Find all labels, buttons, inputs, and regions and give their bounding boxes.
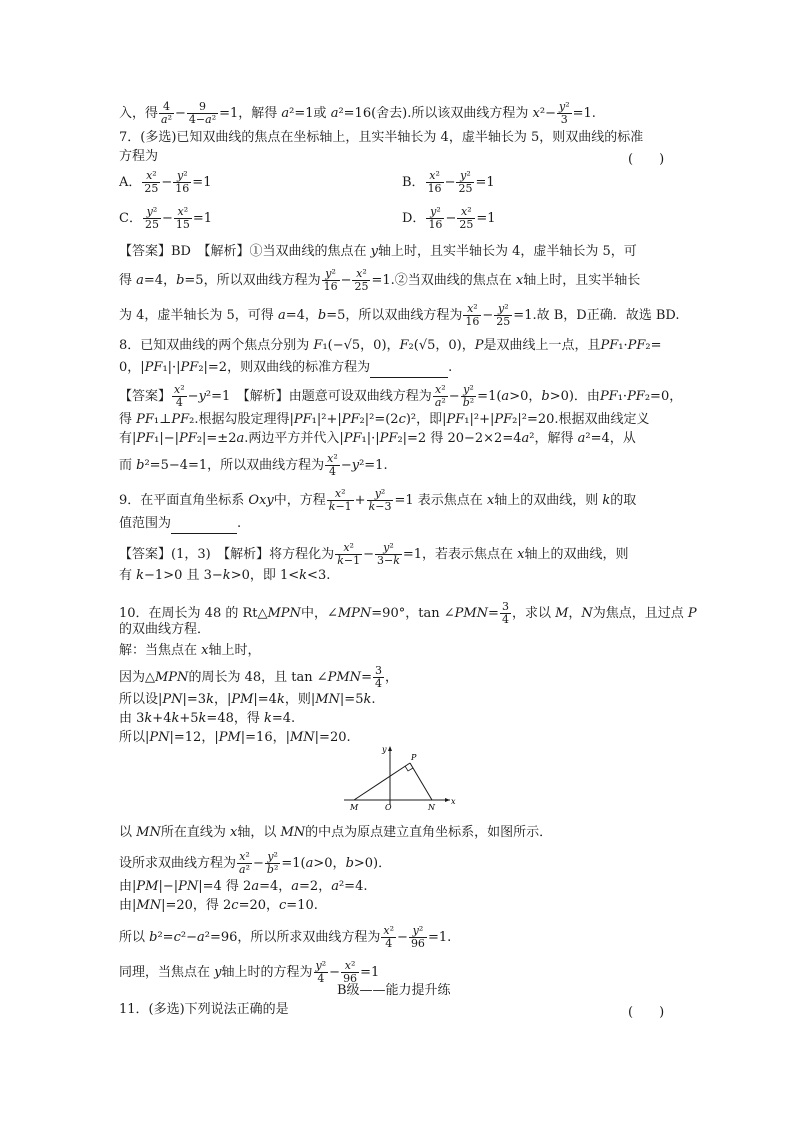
q7-answer-3: 为 4，虚半轴长为 5，可得 a=4，b=5，所以双曲线方程为 $\frac{\text{x²}}{16}$ − $\frac{\text{y²}}{25}$ =1.故 B，D正确．故选 BD. bbox=[119, 302, 680, 328]
label-y: y bbox=[382, 745, 387, 754]
q7-stem: 7．(多选)已知双曲线的焦点在坐标轴上，且实半轴长为 4，虚半轴长为 5，则双曲线的标准 bbox=[119, 130, 644, 145]
answer-paren-q7: ( ) bbox=[628, 152, 665, 167]
q7-answer-1: 【答案】BD 【解析】①当双曲线的焦点在 y轴上时，且实半轴长为 4，虚半轴长为 5，可 bbox=[119, 244, 637, 259]
label-m: M bbox=[350, 803, 359, 812]
q8-answer-4: 而 b²=5−4=1，所以双曲线方程为 $\frac{\text{x²}}{4}$ −y²=1. bbox=[119, 452, 388, 478]
label-n: N bbox=[428, 803, 435, 812]
line-continuation: 入，得 $\frac{4}{\text{a²}}$ − $\frac{9}{\text{4−a²}}$ =1，解得 a²=1或 a²=16(舍去).所以该双曲线方程为 x²− $\frac{\text{y²}}{3}$ =1. bbox=[119, 100, 596, 126]
section-heading-level-b: B级——能力提升练 bbox=[337, 983, 451, 998]
x-axis-arrow bbox=[445, 798, 450, 802]
q10-stem-2: 的双曲线方程． bbox=[119, 622, 211, 637]
solution-line-2: 因为△MPN的周长为 48，且 tan ∠PMN= $\frac{3}{4}$ ， bbox=[119, 664, 398, 690]
q10-stem-1: 10．在周长为 48 的 Rt△MPN中，∠MPN=90°，tan ∠PMN= $\frac{3}{4}$ ，求以 M，N为焦点，且过点 P bbox=[119, 600, 697, 626]
q9-stem-2: 值范围为 . bbox=[119, 515, 241, 534]
segment-mp bbox=[354, 763, 410, 800]
q8-answer-3: 有|PF₁|−|PF₂|=±2a.两边平方并代入|PF₁|·|PF₂|=2 得 20−2×2=4a²，解得 a²=4，从 bbox=[119, 431, 636, 446]
triangle-figure bbox=[338, 743, 458, 812]
solution-line-7: 设所求双曲线方程为 $\frac{\text{x²}}{\text{a²}}$ − $\frac{\text{y²}}{\text{b²}}$ =1(a>0，b>0)． bbox=[119, 850, 392, 876]
solution-line-4: 由 3k+4k+5k=48，得 k=4. bbox=[119, 711, 296, 726]
q8-answer-1: 【答案】 $\frac{\text{x²}}{4}$ −y²=1 【解析】由题意可设双曲线方程为 $\frac{\text{x²}}{\text{a²}}$ − $\frac{\text{y²}}{\text{b²}}$ =1(a>0，b>0)．由PF₁·PF₂=0， bbox=[119, 383, 683, 409]
q9-answer-2: 有 k−1>0 且 3−k>0，即 1<k<3. bbox=[119, 568, 331, 583]
y-axis-arrow bbox=[388, 746, 392, 751]
label-o: O bbox=[385, 803, 392, 812]
q9-stem-1: 9．在平面直角坐标系 Oxy中，方程 $\frac{\text{x²}}{k-1}$ + $\frac{\text{y²}}{k-3}$ =1 表示焦点在 x轴上的双曲线，则 k的取 bbox=[119, 487, 637, 513]
q8-stem-1: 8．已知双曲线的两个焦点分别为 F₁(−√5，0)，F₂(√5，0)，P是双曲线上一点，且PF₁·PF₂= bbox=[119, 338, 662, 353]
answer-paren-q11: ( ) bbox=[628, 1005, 665, 1020]
q7-stem-2: 方程为 bbox=[119, 149, 159, 164]
q9-answer-1: 【答案】(1，3) 【解析】将方程化为 $\frac{\text{x²}}{k-1}$ − $\frac{\text{y²}}{3-k}$ =1，若表示焦点在 x轴上的双曲线，则 bbox=[119, 541, 629, 567]
q11-stem: 11．(多选)下列说法正确的是 bbox=[119, 1002, 289, 1017]
solution-line-10: 所以 b²=c²−a²=96，所以所求双曲线方程为 $\frac{\text{x²}}{4}$ − $\frac{\text{y²}}{96}$ =1. bbox=[119, 924, 452, 950]
text-seg: 入，得 bbox=[119, 106, 159, 121]
q7-option-c: C． $\frac{\text{y²}}{25}$ − $\frac{\text{x²}}{15}$ =1 bbox=[119, 205, 213, 231]
solution-line-9: 由|MN|=20，得 2c=20，c=10. bbox=[119, 898, 318, 913]
q8-stem-2: 0，|PF₁|·|PF₂|=2，则双曲线的标准方程为 . bbox=[119, 359, 452, 378]
solution-line-3: 所以设|PN|=3k，|PM|=4k，则|MN|=5k. bbox=[119, 692, 376, 707]
q7-option-d: D． $\frac{\text{y²}}{16}$ − $\frac{\text{x²}}{25}$ =1 bbox=[402, 205, 496, 231]
q8-answer-2: 得 PF₁⊥PF₂.根据勾股定理得|PF₁|²+|PF₂|²=(2c)²，即|PF₁|²+|PF₂|²=20.根据双曲线定义 bbox=[119, 412, 650, 427]
solution-line-1: 解：当焦点在 x轴上时， bbox=[119, 643, 261, 658]
solution-line-8: 由|PM|−|PN|=4 得 2a=4，a=2，a²=4. bbox=[119, 879, 368, 894]
solution-line-5: 所以|PN|=12，|PM|=16，|MN|=20. bbox=[119, 730, 351, 745]
q7-option-a: A． $\frac{\text{x²}}{25}$ − $\frac{\text{y²}}{16}$ =1 bbox=[119, 169, 212, 195]
label-p: P bbox=[411, 753, 417, 762]
solution-line-6: 以 MN所在直线为 x轴，以 MN的中点为原点建立直角坐标系，如图所示． bbox=[119, 825, 553, 840]
q7-option-b: B． $\frac{\text{x²}}{16}$ − $\frac{\text{y²}}{25}$ =1 bbox=[402, 169, 495, 195]
solution-line-11: 同理，当焦点在 y轴上时的方程为 $\frac{\text{y²}}{4}$ − $\frac{\text{x²}}{96}$ =1 bbox=[119, 959, 380, 985]
q7-answer-2: 得 a=4，b=5，所以双曲线方程为 $\frac{\text{y²}}{16}$ − $\frac{\text{x²}}{25}$ =1.②当双曲线的焦点在 x轴上时，且实半轴长 bbox=[119, 267, 641, 293]
segment-pn bbox=[410, 763, 432, 800]
label-x: x bbox=[451, 797, 456, 806]
